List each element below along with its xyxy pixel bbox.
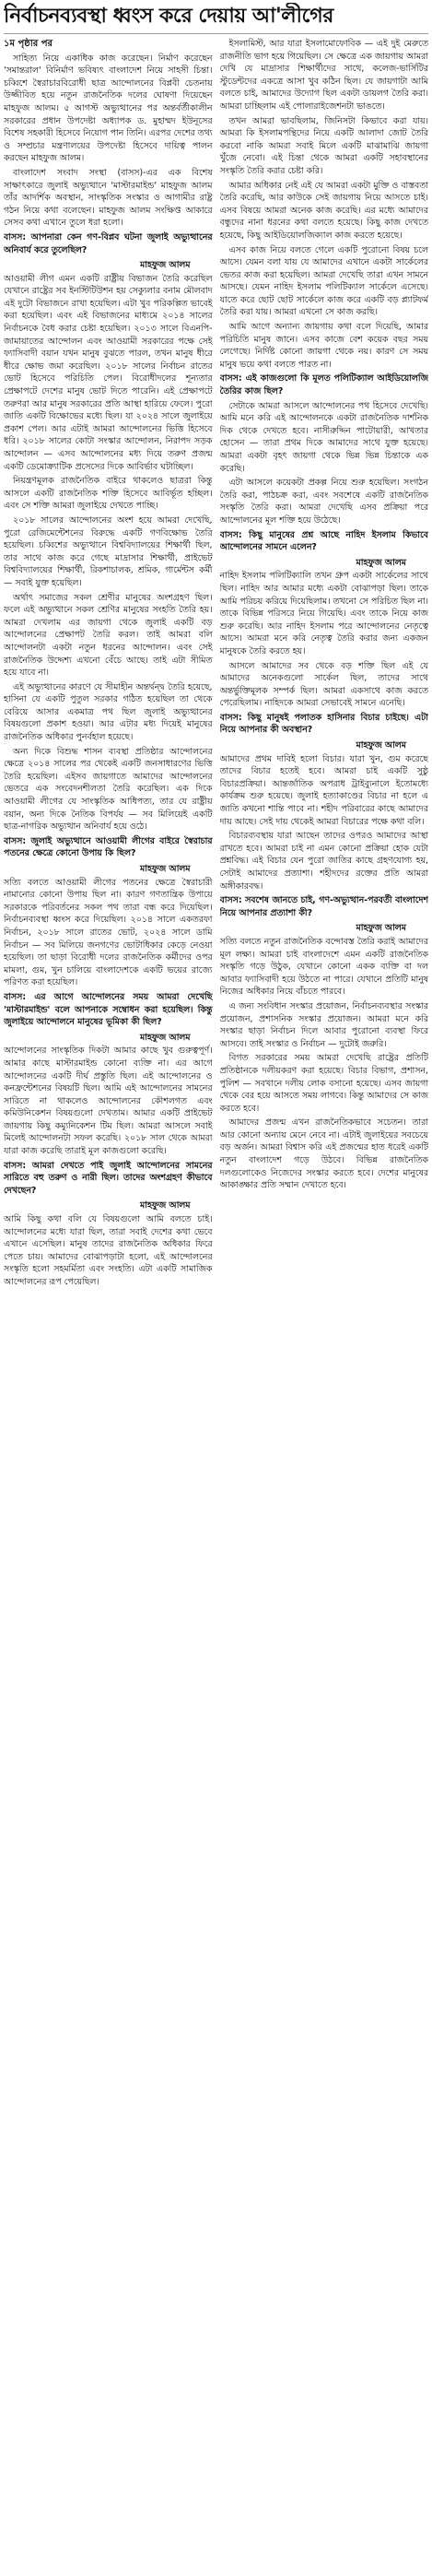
interview-answer [220,922,429,998]
answer-speaker: মাহফুজ আলম [140,260,191,271]
article-paragraph: আমি আগে অন্যান্য জায়গায় কথা বলে দিয়েছি, আমার পরিচিতি মানুষ জানে। এসব কাজে বেশ কয়েক বছর সময় লেগেছে। নির্দিষ্ট কোনো জায়গা থেকে নয়। কারণ সে সময় মানুষ ভয়ে কথা বলতে পারত না। [219,322,428,370]
question-text: এই কাজগুলো কি মূলত পলিটিক্যাল আইডিয়োলজি তৈরির কাজ ছিল? [219,373,428,397]
interview-answer [4,1032,213,1158]
article-paragraph: ইসলামিস্ট, আর যারা ইসলামোফোবিক — এই দুই মেরুতে রাজনীতি ভাগ হয়ে গিয়েছিল। সে ক্ষেত্রে এক জায়গায় আমরা দেখি যে মাদ্রাসার শিক্ষার্থীদের সাথে, কলেজ-ভার্সিটির স্টুডেন্টদের একত্রে আসা খুব কঠিন ছিল। যে জায়গাটা আমি বলতে চাই, আমাদের উদ্যোগ ছিল একটা ডায়লগ তৈরি করা। আমরা চাচ্ছিলাম এই পোলারাইজেশনটা ভাঙতে। [219,39,428,112]
interview-question [4,1160,213,1198]
article-paragraph: আসলে আমাদের সব থেকে বড় শক্তি ছিল এই যে আমাদের অনেকগুলো সার্কেল ছিল, তাদের সাথে অন্তর্ভুক্তিমূলক সম্পর্ক ছিল। আমরা একসাথে কাজ করতে পেরেছিলাম। নাহিদকে আমরা সেভাবেই সামনে এনেছি। [219,660,428,709]
question-text: কিছু মানুষের প্রশ্ন আছে নাহিদ ইসলাম কিভাবে আন্দোলনের সামনে এলেন? [219,529,428,553]
interview-answer [4,259,213,473]
article-paragraph: বিগত সরকারের সময় আমরা দেখেছি রাষ্ট্রের প্রতিটি প্রতিষ্ঠানকে দলীয়করণ করা হয়েছে। বিচার বিভাগ, প্রশাসন, পুলিশ — সবখানে দলীয় লোক বসানো হয়েছে। এসব জায়গা থেকে বের হয়ে আসতে সময় লাগবে। কিন্তু আমাদের সে কাজ করতে হবে। [219,1053,428,1114]
answer-text: আমি কিছু কথা বলি যে বিষয়গুলো আমি বলতে চাই। আন্দোলনের মধ্যে যারা ছিল, তারা সবাই দেশের কথা ভেবে এখানে এসেছিল। মানুষ তাদের রাজনৈতিক অধিকার ফিরে পেতে চায়। আমাদের বোঝাপড়াটা হলো, এই আন্দোলনের সংস্কৃতি হলো সহমর্মিতা এবং সংহতি। এটা একটি সামাজিক আন্দোলনের রূপ পেয়েছিল। [4,1214,213,1287]
answer-speaker: মাহফুজ আলম [356,740,406,751]
question-speaker: বাসস: [219,529,249,540]
answer-speaker: মাহফুজ আলম [140,1200,191,1211]
article-paragraph: সাহিত্য নিয়ে একাধিক কাজ করেছেন। নির্মাণ করেছেন 'সমান্তরাল' বিনির্মাণ ভবিষ্যৎ বাংলাদেশ নিয়ে সাহসী চিন্তা। চব্বিশে স্বৈরাচারবিরোধী ছাত্র আন্দোলনের বিপ্লবী চেতনায় উজ্জীবিত হয়ে নতুন রাজনৈতিক দলের ঘোষণা দিয়েছেন মাহফুজ আলম। ৫ আগস্ট অভ্যুত্থানের পর অন্তর্বর্তীকালীন সরকারের প্রধান উপদেষ্টা অধ্যাপক ড. মুহাম্মদ ইউনূসের বিশেষ সহকারী হিসেবে নিয়োগ পান তিনি। এরপর দেশের তথ্য ও সম্প্রচার মন্ত্রণালয়ের উপদেষ্টা হিসেবে দায়িত্ব পালন করছেন মাহফুজ আলম। [4,53,213,164]
interview-answer [4,863,213,989]
question-speaker: বাসস: [219,895,246,906]
article-paragraph: এসব কাজ নিয়ে বলতে গেলে একটি পুরোনো বিষয় চলে আসে। যেমন বলা যায় যে আমাদের এখানে একটা সার্কেলের ভেতর কাজ করা হয়েছিল। আমরা দেখেছি তারা এখন সামনে আসছে। যেমন নাহিদ ইসলাম পলিটিক্যাল সার্কেলে এসেছে। যাতে করে ছোট ছোট সার্কেলে কাজ করে একটি বড় প্ল্যাটফর্ম তৈরি করা যায়। আমরা এখনো সে কাজ করছি। [219,244,428,318]
question-speaker: বাসস: [219,373,246,384]
continuation-label: ১ম পৃষ্ঠার পর [4,39,53,49]
interview-question [220,529,429,554]
interview-question [4,835,213,860]
interview-answer [220,557,429,658]
article-paragraph: এটা আসলে কয়েকটা প্রকল্প নিয়ে শুরু হয়েছিল। সংগঠন তৈরি করা, পাঠচক্র করা, এবং সবশেষে একটি রাজনৈতিক সংস্কৃতি তৈরি করা। আমরা দেখেছি এসব প্রক্রিয়া পরে আন্দোলনের মূল শক্তি হয়ে উঠেছে। [219,478,428,526]
answer-speaker: মাহফুজ আলম [356,557,406,568]
answer-text: আন্দোলনের সাংস্কৃতিক দিকটা আমার কাছে খুব গুরুত্বপূর্ণ। আমার কাছে মাস্টারমাইন্ড কোনো ব্যক্তি না। এর আগে আন্দোলনের একটি দীর্ঘ প্রস্তুতি ছিল। এই আন্দোলনের ও কনফ্রন্টেশনের বিষয়টি ছিল। আমি এই আন্দোলনের সামনের সারিতে না থাকলেও আন্দোলনের কৌশলগত এবং কমিউনিকেশন বিষয়গুলো দেখতাম। আমার একটি প্রাইভেট জায়গায় কিছু কম্যুনিকেশন টিম ছিল। আমরা আসলে সবাই মিলেই আন্দোলনটা সফল করেছি। ২০১৮ সাল থেকে আমরা যারা কাজ করেছি তারাই মূল কাজগুলো করেছি। [4,1046,213,1157]
article-paragraph: আমাদের প্রজন্ম এখন রাজনৈতিকভাবে সচেতন। তারা আর কোনো অন্যায় মেনে নেবে না। এটাই জুলাইয়ের সবচেয়ে বড় অর্জন। আমরা বিশ্বাস করি এই প্রজন্মের হাত ধরেই একটি নতুন বাংলাদেশ গড়ে উঠবে। বিভিন্ন রাজনৈতিক দলগুলোকেও নিজেদের সংস্কার করতে হবে। দেশের মানুষের আকাঙ্ক্ষার প্রতি সম্মান দেখাতে হবে। [219,1117,428,1191]
answer-text: আওয়ামী লীগ এমন একটি রাষ্ট্রীয় বিভাজন তৈরি করেছিল যেখানে রাষ্ট্রের সব ইনস্টিটিউশন হয় সেক্যুলার বনাম মৌলবাদ এই দুটো বিভাজনে রাখা হয়েছিল। এটা খুব পরিকল্পিত ভাবেই করা হয়েছিল। এবং এই বিভাজনের মাধ্যমে ২০১৪ সালের নির্বাচনকে বৈধ করার চেষ্টা হয়েছিল। ২০১৩ সালে বিএনপি-জামায়াতের আন্দোলন এবং আওয়ামী সরকারের পক্ষে সেই ফ্যাসিবাদী বয়ান যখন মানুষ বুঝতে পারল, তখন মানুষ ধীরে ধীরে ক্ষোভ জমা করেছিল। ২০১৮ সালের নির্বাচন রাতের ভোট হিসেবে পরিচিতি পেল। বিরোধীদলের শূন্যতার প্রেক্ষাপটে দেশের মানুষ ভোট দিতে পারেনি। এই প্রেক্ষাপটে তরুণরা আর মানুষ সরকারের প্রতি আস্থা হারিয়ে ফেলে। পুরো জাতি একটি বিক্ষোভের মধ্যে ছিল। যা ২০২৪ সালে জুলাইয়ে প্রকাশ পেল। আর এটাই আমরা আন্দোলনের ভিত্তি হিসেবে ধরি। ২০১৮ সালের কোটা সংস্কার আন্দোলন, নিরাপদ সড়ক আন্দোলন — এসব আন্দোলনের মধ্য দিয়ে তরুণ প্রজন্ম একটি ডেমোক্র্যাটিক প্রসেসের দিকে আবির্ভাব ঘটাচ্ছিল। [4,273,213,472]
article-paragraph: নিয়ন্ত্রণমূলক রাজনৈতিক বাইরে থাকলেও ছাত্ররা কিন্তু আসলে একটি রাজনৈতিক শক্তি হিসেবে আবির্ভূত হচ্ছিল। এবং সে শক্তি আমরা জুলাইয়ে দেখতে পাচ্ছি। [4,476,213,512]
question-text: সবশেষ জানতে চাই, গণ-অভ্যুত্থান-পরবর্তী বাংলাদেশ নিয়ে আপনার প্রত্যাশা কী? [219,895,428,918]
article-paragraph: সেটাকে আমরা আসলে আন্দোলনের পথ হিসেবে দেখেছি। আমি মনে করি এই আন্দোলনকে একটা রাজনৈতিক দার্শনিক দিক থেকে দেখতে হবে। নাসীরুদ্দিন পাটোয়ারী, আখতার হোসেন — তারা প্রথম দিকে আমাদের সাথে যুক্ত হয়েছে। আমরা একটা বৃহৎ জায়গা থেকে ভিন্ন ভিন্ন চিন্তাকে এক করেছি। [219,400,428,474]
answer-text: সত্যি বলতে নতুন রাজনৈতিক বন্দোবস্ত তৈরি করাই আমাদের মূল লক্ষ্য। আমরা চাই বাংলাদেশে এমন একটি রাজনৈতিক সংস্কৃতি গড়ে উঠুক, যেখানে কোনো একক ব্যক্তি বা দল আবার ফ্যাসিবাদী হয়ে উঠতে না পারে। যেখানে প্রতিটি মানুষ নিজের অধিকার নিয়ে বাঁচতে পারবে। [219,936,428,998]
article-column-left [4,38,213,2573]
interview-answer [220,739,429,828]
answer-speaker: মাহফুজ আলম [140,864,191,874]
article-paragraph: অন্য দিকে বিশুদ্ধ শাসন ব্যবস্থা প্রতিষ্ঠার আন্দোলনের ক্ষেত্রে ২০১৪ সালের পর থেকেই একটি জনসাধারণের ভিত্তি তৈরি হয়েছিল। এইসব জায়গাতে আমাদের আন্দোলনের ভেতরে এক সংবেদনশীলতা তৈরি করেছিল। এক দিকে আওয়ামী লীগের যে সাংস্কৃতিক আধিপত্য, তার যে রাষ্ট্রীয় বয়ান, অন্য দিকে নৈতিক বিপর্যয় — সব মিলিয়েই একটি ছাত্র-নাগরিক অভ্যুত্থান অনিবার্য হয়ে ওঠে। [4,746,213,833]
question-speaker: বাসস: [4,991,35,1002]
interview-question [220,712,429,737]
interview-question [220,894,429,919]
article-paragraph: তখন আমরা ভাবছিলাম, জিনিসটা কিভাবে করা যায়। আমরা কি ইসলামপন্থিদের নিয়ে একটি আলাদা জোট তৈরি করবো নাকি আমরা সবাই মিলে একটি মাঝামাঝি জায়গা খুঁজে নেবো। এই চিন্তা থেকে আমরা একটি সহাবস্থানের সংস্কৃতি তৈরি করার চেষ্টা করি। [219,115,428,176]
interview-question [4,231,213,256]
answer-text: নাহিদ ইসলাম পলিটিক্যালি তখন গ্রুপ একটা সার্কেলের সাথে ছিল। নাহিদ আর আমার মধ্যে একটা বোঝাপড়া ছিল। তাকে আমি পরিচয় করিয়ে দিয়েছিলাম। তখনো সে পরিচিত ছিল না। তাকে বিভিন্ন পরিসরে নিয়ে গিয়েছি। এবং তাকে নিয়ে কাজ শুরু করেছি। আর নাহিদ ইসলাম পরে আন্দোলনের নেতৃত্বে আসে। আমরা মনে করি নেতৃত্ব তৈরি করার জন্য একজন মানুষকে তৈরি করতে হয়। [219,571,428,656]
article-paragraph: ২০১৮ সালের আন্দোলনের অংশ হয়ে আমরা দেখেছি, পুরো রেজিমেন্টেশনের বিরুদ্ধে একটি গণবিক্ষোভ তৈরি হয়েছিল। চব্বিশের অভ্যুত্থানে বিশ্ববিদ্যালয়ের শিক্ষার্থী ছিল, তার সাথে কাজ করে গেছে মাদ্রাসার শিক্ষার্থী, প্রাইভেট বিশ্ববিদ্যালয়ের শিক্ষার্থী, রিকশাচালক, শ্রমিক, গার্মেন্টস কর্মী — সবাই যুক্ত হয়েছিল। [4,514,213,588]
article-headline: নির্বাচনব্যবস্থা ধ্বংস করে দেয়ায় আ'লীগের [4,3,428,34]
article-paragraph: আমার অধিকার নেই এই যে আমরা একটা মুক্তি ও বাস্তবতা তৈরি করেছি, আর কাউকে সেই জায়গায় নিয়ে আসতে চাই। এসব বিষয়ে আমরা অনেক কাজ করেছি। এর মধ্যে আমাদের বন্ধুদের নানা ধরনের কথা বলতে হয়েছে। কিছু কাজ দেখতে হয়েছে, কিছু আইডিয়োলজিক্যাল কাজ করতে হয়েছে। [219,180,428,241]
question-speaker: বাসস: [219,712,248,723]
answer-speaker: মাহফুজ আলম [356,923,406,934]
answer-speaker: মাহফুজ আলম [140,1032,191,1043]
interview-answer [4,1199,213,1288]
question-text: আমরা দেখতে পাই জুলাই আন্দোলনের সামনের সারিতে বহু তরুণ ও নারী ছিল। তাদের অংশগ্রহণ কীভাবে দেখছেন? [4,1160,213,1196]
question-text: এর আগে আন্দোলনের সময় আমরা দেখেছি 'মাস্টারমাইন্ড' বলে আপনাকে সম্বোধন করা হয়েছিল। কিন্তু জুলাইয়ে আন্দোলনে মানুষের ভূমিকা কী ছিল? [4,991,213,1028]
interview-question [220,372,429,397]
answer-text: সত্যি বলতে আওয়ামী লীগের পতনের ক্ষেত্রে স্বৈরাচারী নামানোর কোনো উপায় ছিল না। কারণ গণতান্ত্রিক উপায়ে সরকারকে পরিবর্তনের সকল পথ তারা বন্ধ করে দিয়েছিল। নির্বাচনব্যবস্থা ধ্বংস করে দিয়েছিল। ২০১৪ সালে একতরফা নির্বাচন, ২০১৮ সালে রাতের ভোট, ২০২৪ সালে ডামি নির্বাচন — সব মিলিয়ে জনগণের ভোটাধিকার কেড়ে নেওয়া হয়েছিল। তা ছাড়া বিরোধী দলের রাজনৈতিক কর্মীদের ওপর মামলা, গুম, খুন চালিয়ে বাংলাদেশকে একটি ভয়ের রাজ্যে পরিণত করা হয়েছিল। [4,877,213,988]
question-speaker: বাসস: [4,1160,32,1171]
article-columns [4,38,428,2573]
question-text: কিছু মানুষই পলাতক হাসিনার বিচার চাইছে। এটা নিয়ে আপনার কী অবস্থান? [219,712,428,736]
article-paragraph: এই অভ্যুত্থানের কারণে যে সীমাহীন অন্তর্দ্বন্দ্ব তৈরি হয়েছে, হাসিনা যে একটি পুতুল সরকার গঠিত হয়েছিল তা থেকে বেরিয়ে আসার একমাত্র পথ ছিল জুলাই অভ্যুত্থানের বিষয়গুলো প্রকাশ হওয়া। আর এটার মধ্য দিয়েই মানুষের রাজনৈতিক অধিকার পুনর্বহাল হয়েছে। [4,681,213,743]
article-paragraph: বাংলাদেশ সংবাদ সংস্থা (বাসস)-এর এক বিশেষ সাক্ষাৎকারে জুলাই অভ্যুত্থানে 'মাস্টারমাইন্ড' মাহফুজ আলম তাঁর আদর্শিক অবস্থান, সাংস্কৃতিক সংস্কার ও আগামীর রাষ্ট্র গঠন নিয়ে কথা বলেছেন। মাহফুজ আলম সংক্ষিপ্ত আকারে সেসব কথা এখানে তুলে ধরা হলো। [4,167,213,229]
question-text: জুলাই অভ্যুত্থানে আওয়ামী লীগের বাইরে স্বৈরাচার পতনের ক্ষেত্রে কোনো উপায় কি ছিল? [4,835,213,859]
article-column-right [220,38,429,2573]
answer-text: আমাদের প্রথম দাবিই হলো বিচার। যারা খুন, গুম করেছে তাদের বিচার হতেই হবে। আমরা চাই একটি সুষ্ঠু বিচারপ্রক্রিয়া। আন্তর্জাতিক অপরাধ ট্রাইব্যুনালে ইতোমধ্যে কার্যক্রম শুরু হয়েছে। জুলাই হত্যাকাণ্ডের বিচার না হলে এ জাতি কখনো শান্তি পাবে না। শহীদ পরিবারের কাছে আমাদের দায় আছে। সেই দায় থেকেই আমরা বিচারের পক্ষে কথা বলি। [219,753,428,827]
article-paragraph: এ জন্য সংবিধান সংস্কার প্রয়োজন, নির্বাচনব্যবস্থার সংস্কার প্রয়োজন, প্রশাসনিক সংস্কার প্রয়োজন। আমরা মনে করি সংস্কার ছাড়া নির্বাচন দিলে আবার পুরোনো ব্যবস্থা ফিরে আসবে। তাই সংস্কার ও নির্বাচন — দুটোই জরুরি। [219,1000,428,1049]
article-paragraph: অর্থাৎ সমাজের সকল শ্রেণীর মানুষের অংশগ্রহণ ছিল। ফলে এই অভ্যুত্থানে সকল শ্রেণির মানুষের সংহতি তৈরি হয়। আমরা দেখলাম এর জায়গা থেকে জুলাই একটি বড় আন্দোলনের প্রেক্ষাপট তৈরি করল। তাই আমরা বলি আন্দোলনটা একটা নতুন ধরনের আন্দোলন। এবং সেই রাজনৈতিক উদ্দেশ্য এখনো বেঁচে আছে। তাই এটা সীমিত হয়ে যাবে না। [4,592,213,679]
question-text: আপনারা কেন গণ-বিপ্লব ঘটনা জুলাই অভ্যুত্থানের অনিবার্য করে তুলেছিল? [4,231,213,255]
interview-question [4,991,213,1029]
article-paragraph: বিচারব্যবস্থায় যারা আছেন তাদের ওপরও আমাদের আস্থা রাখতে হবে। আমরা চাই না এমন কোনো প্রক্রিয়া হোক যেটা প্রশ্নবিদ্ধ। এই বিচার যেন পুরো জাতির কাছে গ্রহণযোগ্য হয়, সেটাই আমাদের প্রত্যাশা। শহীদদের রক্তের প্রতি আমরা অঙ্গীকারবদ্ধ। [219,831,428,892]
question-speaker: বাসস: [4,835,31,846]
question-speaker: বাসস: [4,231,31,242]
